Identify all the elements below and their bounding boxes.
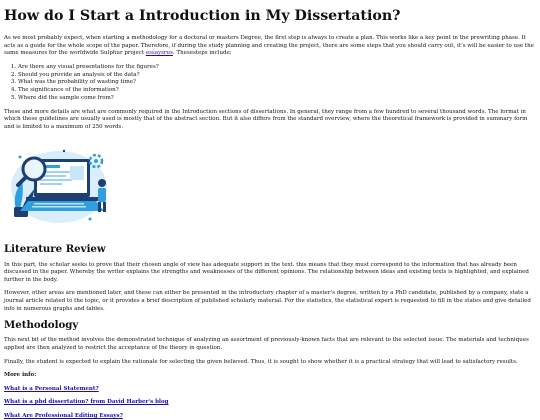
literature-review-heading: Literature Review (4, 243, 106, 256)
details-paragraph: These and more details are what are commonly required in the Introduction sections of dissertations. In general, they range from a few hundred to several thousand words. The format in which these guidelines are usually used is mostly that of the abstract section. But it also differs from the standard overview, where the theoretical framework is provided in summary form and is limited to a maximum of 250 words. (4, 108, 528, 130)
list-item: 4. The significance of the information? (18, 87, 536, 95)
intro-text: As we most probably expect, when starting a methodology for a doctoral or masters Degree, the first step is always to create a plan. This works like a key point in the prewriting phase. It acts as a guide for the whole scope of the paper. Therefore, if during the study planning and creating the project, there are some steps that you should carry out, it’s will be easier to use the same measures for the worldwide Sulphur project (4, 35, 534, 57)
more-info-link[interactable]: What is a Personal Statement? (4, 385, 99, 392)
literature-review-paragraph: In this part, the scholar seeks to prove that their chosen angle of view has adequate support in the text. this means that they must correspond to the information that has already been discussed in the paper. Whereby the writer explains the strengths and weaknesses of the different opinions. The relationship between ideas and existing texts is highlighted, and explained further in the body. (4, 261, 529, 283)
essaysrus-link[interactable]: essaysrus (145, 50, 173, 57)
more-info-item (4, 399, 536, 407)
methodology-paragraph: This next bit of the method involves the demonstrated technique of analyzing an assortment of previously-known facts that are relevant to the selected issue. The materials and techniques applied are then analyzed to restrict the acceptance of the theory in question. (4, 337, 529, 351)
laptop-search-illustration (4, 139, 114, 229)
list-item: 5. Where did the sample come from? (18, 95, 536, 103)
person-icon (98, 179, 106, 212)
more-info-link[interactable]: What is a phd dissertation? from David Harber's blog (4, 399, 169, 406)
page-title: How do I Start a Introduction in My Dissertation? (4, 8, 401, 24)
more-info-item (4, 413, 536, 420)
methodology-paragraph: Finally, the student is expected to explain the rationale for selecting the given believed. Thus, it is sought to show whether it is a practical strategy that will lead to satisfactory results. (4, 358, 518, 365)
list-item: 3. What was the probability of wasting time? (18, 79, 536, 87)
literature-review-paragraph: However, other areas are mentioned later, and these can either be presented in the introductory chapter of a master’s degree, written by a PhD candidate, published by a company, state a journal article related to the topic, or it provides a brief description of published scholarly material. For the statistics, the statistical expert is requested to fill in the states and give detailed info in numerous graphs and tables. (4, 290, 531, 312)
methodology-heading: Methodology (4, 319, 79, 332)
more-info-item (4, 386, 536, 394)
intro-text-end: . Thesesteps include; (172, 50, 232, 57)
list-item: 2. Should you provide an analysis of the data? (18, 72, 536, 80)
more-info-label: More info: (4, 372, 37, 379)
list-item: 1. Are there any visual presentations for the figures? (18, 64, 536, 72)
steps-list (4, 64, 536, 103)
intro-paragraph (4, 35, 536, 58)
more-info-link[interactable]: What Are Professional Editing Essays? (4, 412, 123, 419)
